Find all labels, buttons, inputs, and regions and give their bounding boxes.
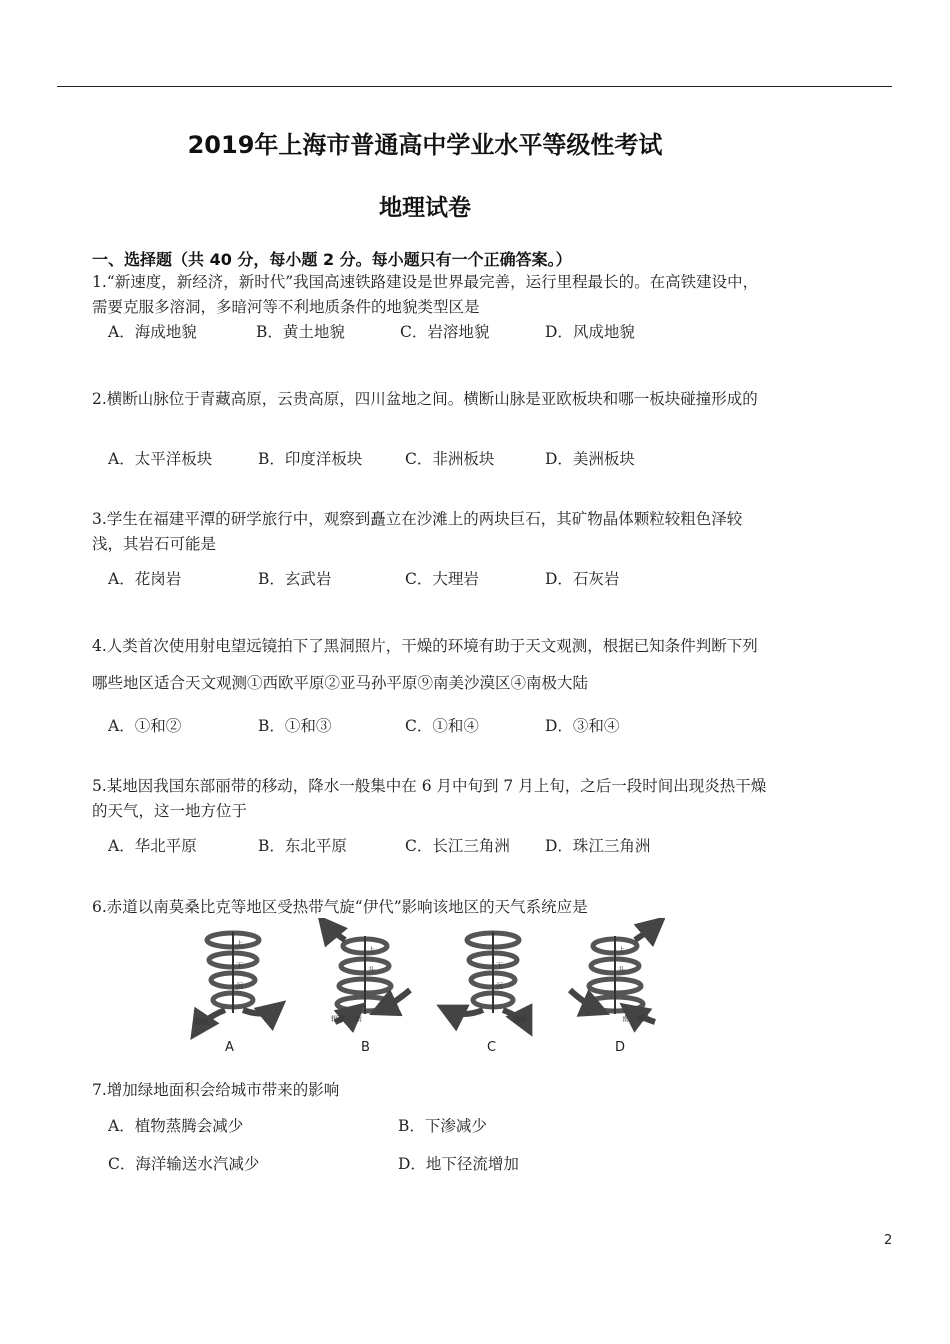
option-c: C．①和④ xyxy=(405,717,479,735)
option-b: B．①和③ xyxy=(258,717,332,735)
option-c: C．海洋输送水汽减少 xyxy=(108,1155,260,1173)
option-a: A．植物蒸腾会减少 xyxy=(108,1117,244,1135)
option-d: D．风成地貌 xyxy=(545,323,635,341)
question-1-stem: 1.“新速度，新经济，新时代”我国高速铁路建设是世界最完善，运行里程最长的。在高铁建设中，需要克服多溶洞，多暗河等不利地质条件的地貌类型区是 xyxy=(92,273,759,316)
figure-c xyxy=(447,932,527,1055)
option-d: D．石灰岩 xyxy=(545,570,620,588)
option-d: D．珠江三角洲 xyxy=(545,837,651,855)
option-d: D．地下径流增加 xyxy=(398,1155,519,1173)
label: 辐散 xyxy=(195,1018,209,1026)
section-heading: 一、选择题（共 40 分，每小题 2 分。每小题只有一个正确答案。） xyxy=(92,250,572,269)
question-3-stem: 3.学生在福建平潭的研学旅行中，观察到矗立在沙滩上的两块巨石，其矿物晶体颗粒较粗色泽较浅，其岩石可能是 xyxy=(92,510,743,553)
question-7-options-row-1 xyxy=(108,1114,608,1138)
option-b: B．黄土地貌 xyxy=(256,323,345,341)
option-b: B．下渗减少 xyxy=(398,1117,487,1135)
figure-a xyxy=(195,932,277,1055)
option-label-c: C xyxy=(487,1040,497,1055)
label: 沉 xyxy=(236,982,243,990)
label: 升 xyxy=(618,966,625,974)
label: 辐散 xyxy=(331,1015,345,1023)
label: 沉 xyxy=(496,982,503,990)
option-a: A．①和② xyxy=(108,717,182,735)
label: 南 xyxy=(622,1015,629,1023)
option-b: B．玄武岩 xyxy=(258,570,332,588)
exam-subtitle: 地理试卷 xyxy=(379,195,471,221)
option-c: C．大理岩 xyxy=(405,570,479,588)
question-2-stem: 2.横断山脉位于青藏高原，云贵高原，四川盆地之间。横断山脉是亚欧板块和哪一板块碰撞形成的 xyxy=(92,390,758,408)
label: 辐散 xyxy=(513,1016,527,1024)
option-a: A．太平洋板块 xyxy=(108,450,213,468)
label: 上 xyxy=(368,946,375,954)
figure-b xyxy=(325,924,410,1055)
label: 辐合 xyxy=(637,1015,651,1023)
label: 上 xyxy=(236,940,243,948)
option-a: A．海成地貌 xyxy=(108,323,197,341)
option-b: B．印度洋板块 xyxy=(258,450,363,468)
header-rule xyxy=(57,86,892,87)
question-6-stem: 6.赤道以南莫桑比克等地区受热带气旋“伊代”影响该地区的天气系统应是 xyxy=(92,898,588,916)
figure-d xyxy=(570,924,657,1055)
option-label-d: D xyxy=(615,1040,626,1055)
option-a: A．华北平原 xyxy=(108,837,197,855)
option-c: C．非洲板块 xyxy=(405,450,495,468)
option-d: D．美洲板块 xyxy=(545,450,635,468)
option-d: D．③和④ xyxy=(545,717,620,735)
label: 升 xyxy=(368,966,375,974)
option-b: B．东北平原 xyxy=(258,837,347,855)
option-label-b: B xyxy=(361,1040,370,1055)
label: 下 xyxy=(496,962,503,970)
exam-title: 2019年上海市普通高中学业水平等级性考试 xyxy=(187,131,663,159)
option-c: C．长江三角洲 xyxy=(405,837,510,855)
label: 下 xyxy=(236,962,243,970)
weather-system-figure xyxy=(185,918,665,1058)
label: 上 xyxy=(618,946,625,954)
option-a: A．花岗岩 xyxy=(108,570,182,588)
option-c: C．岩溶地貌 xyxy=(400,323,490,341)
question-4-stem: 4.人类首次使用射电望远镜拍下了黑洞照片，干燥的环境有助于天文观测，根据已知条件判断下列哪些地区适合天文观测①西欧平原②亚马孙平原⑨南美沙漠区④南极大陆 xyxy=(92,637,758,692)
label: 南 xyxy=(355,1015,362,1023)
question-7-options-row-2 xyxy=(108,1152,608,1176)
question-7-stem: 7.增加绿地面积会给城市带来的影响 xyxy=(92,1081,340,1099)
option-label-a: A xyxy=(225,1040,234,1055)
question-5-stem: 5.某地因我国东部丽带的移动，降水一般集中在 6 月中旬到 7 月上旬，之后一段时间出现炎热干燥的天气，这一地方位于 xyxy=(92,777,767,820)
page-number: 2 xyxy=(884,1233,893,1248)
